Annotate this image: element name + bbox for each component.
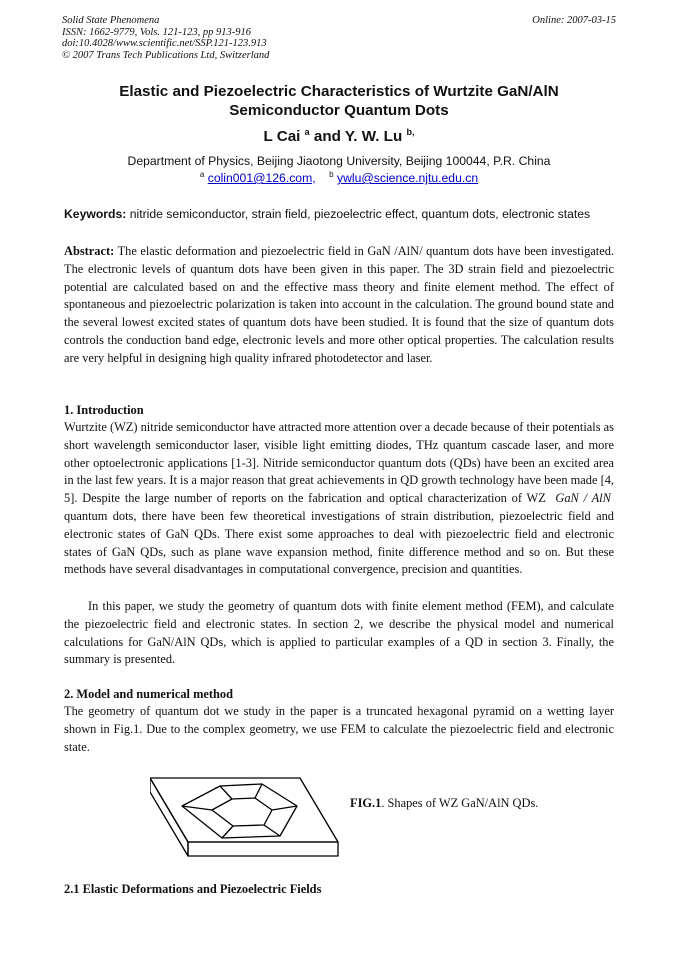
abstract-label: Abstract: — [64, 244, 115, 258]
figure-1-quantum-dot-shape — [150, 770, 340, 862]
keywords-label: Keywords: — [64, 207, 127, 221]
section-2-heading: 2. Model and numerical method — [64, 687, 233, 701]
figure-1-caption-text: . Shapes of WZ GaN/AlN QDs. — [381, 796, 539, 810]
journal-name: Solid State Phenomena — [62, 15, 160, 26]
figure-1-label: FIG.1 — [350, 796, 382, 810]
email-link-a[interactable]: colin001@126.com, — [207, 171, 316, 186]
author-1-mark: a — [304, 127, 310, 137]
pyramid-base-hexagon — [182, 784, 297, 838]
paper-title — [60, 82, 618, 120]
gan-aln-formula: GaN / AlN — [555, 491, 611, 506]
pyramid-edge — [264, 825, 280, 836]
author-2-mark: b, — [406, 127, 415, 137]
pyramid-top-hexagon — [212, 798, 272, 826]
wetting-layer-front — [188, 842, 338, 856]
author-and: and — [313, 128, 341, 146]
section-2-paragraph-1: The geometry of quantum dot we study in the paper is a truncated hexagonal pyramid on a wetting layer shown in Fig.1. Due to the complex geometry, we use FEM to calculate the piezoelectric field and electronic state. — [64, 704, 614, 754]
online-date: Online: 2007-03-15 — [532, 15, 616, 26]
section-1-paragraph-2: In this paper, we study the geometry of quantum dots with finite element method (FEM), and calculate the piezoelectric field and electronic states. In section 2, we describe the physical model and numerical calculations for GaN/AlN QDs, which is applied to particular examples of a QD in section 3. Finally, the summary is presented. — [64, 599, 614, 667]
section-1-heading: 1. Introduction — [64, 403, 144, 417]
email-a-mark: a — [199, 170, 205, 179]
email-link-b[interactable]: ywlu@science.njtu.edu.cn — [337, 171, 479, 186]
doi-line: doi:10.4028/www.scientific.net/SSP.121-123.913 — [62, 38, 267, 50]
abstract — [64, 243, 614, 368]
pyramid-edge — [222, 826, 233, 838]
title-line-1: Elastic and Piezoelectric Characteristics of Wurtzite GaN/AlN — [119, 83, 559, 100]
pyramid-edge — [272, 806, 297, 810]
copyright-line: © 2007 Trans Tech Publications Ltd, Switzerland — [62, 49, 270, 61]
pyramid-edge — [220, 786, 232, 799]
intro-text-part-b: quantum dots, there have been few theoretical investigations of strain distribution, piezoelectric field and electronic states of GaN QDs. There exist some approaches to deal with piezoelectric field and electronic states of GaN QDs, such as plane wave expansion method, finite difference method and so on. But these methods have several disadvantages in computational convergence, precision and quantities. — [64, 508, 614, 577]
wetting-layer-side — [150, 778, 188, 856]
intro-text-part-a: Wurtzite (WZ) nitride semiconductor have attracted more attention over a decade because of their potentials as short wavelength semiconductor laser, visible light emitting diodes, THz quantum cascade laser, and more other optoelectronic applications [1-3]. Nitride semiconductor quantum dots (QDs) have been an excited area in the last few years. It is a major reason that great achievements in QD growth technology have been made [4, 5]. Despite the large number of reports on the fabrication and optical characterization of WZ — [64, 420, 614, 506]
section-1-paragraph-1 — [64, 419, 614, 579]
author-list — [60, 127, 618, 145]
keywords-text: nitride semiconductor, strain field, piezoelectric effect, quantum dots, electronic states — [129, 207, 591, 221]
author-1: L Cai — [263, 128, 301, 146]
email-b-mark: b — [329, 170, 334, 179]
wetting-layer-top — [150, 778, 338, 842]
journal-header — [62, 15, 269, 61]
figure-1-caption — [350, 796, 538, 811]
author-emails — [60, 170, 618, 185]
pyramid-edge — [255, 784, 262, 798]
affiliation: Department of Physics, Beijing Jiaotong University, Beijing 100044, P.R. China — [127, 154, 551, 168]
author-2: Y. W. Lu — [344, 128, 403, 146]
keywords — [64, 207, 620, 221]
subsection-2-1-heading: 2.1 Elastic Deformations and Piezoelectric Fields — [64, 882, 322, 896]
issn-line: ISSN: 1662-9779, Vols. 121-123, pp 913-916 — [62, 26, 251, 38]
title-line-2: Semiconductor Quantum Dots — [229, 102, 449, 119]
abstract-text: The elastic deformation and piezoelectric field in GaN /AlN/ quantum dots have been investigated. The electronic levels of quantum dots have been given in this paper. The 3D strain field and piezoelectric potential are calculated based on and the effective mass theory and finite element method. The effect of spontaneous and piezoelectric polarization is taken into account in the calculation. The ground bound state and the several lowest excited states of quantum dots have been studied. It is found that the size of quantum dots controls the conduction band edge, electronic levels and more other optical properties. The calculation results are very helpful in designing high quality infrared photodetector and laser. — [64, 244, 615, 365]
